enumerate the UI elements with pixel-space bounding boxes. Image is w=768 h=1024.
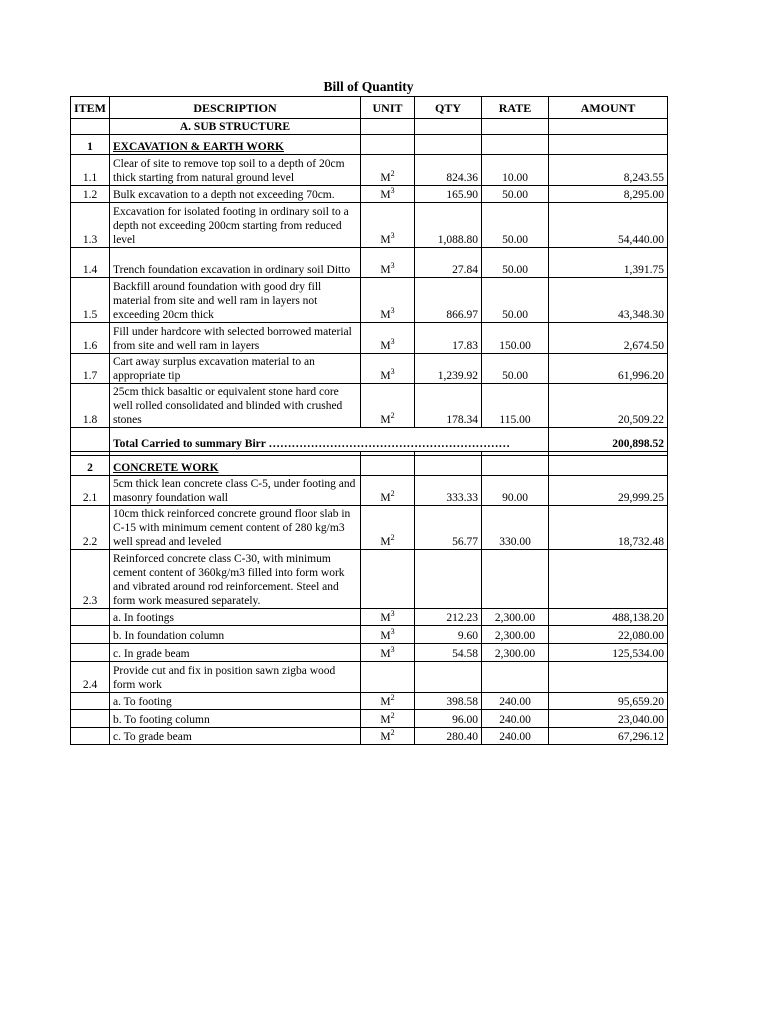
table-row xyxy=(71,644,668,662)
unit-exponent: 3 xyxy=(390,186,395,196)
unit-symbol: M xyxy=(380,630,391,642)
unit-exponent: 2 xyxy=(390,728,395,738)
table-row xyxy=(71,609,668,626)
item-amount: 22,080.00 xyxy=(549,626,668,644)
sub-structure-row xyxy=(71,119,668,135)
unit-symbol: M xyxy=(380,172,391,184)
item-unit xyxy=(361,323,415,354)
item-unit xyxy=(361,248,415,278)
unit-exponent: 3 xyxy=(390,367,395,377)
unit-symbol: M xyxy=(380,370,391,382)
table-row xyxy=(71,354,668,384)
unit-exponent: 3 xyxy=(390,337,395,347)
item-number: 1.1 xyxy=(71,155,110,186)
item-qty: 9.60 xyxy=(415,626,482,644)
item-unit xyxy=(361,155,415,186)
item-rate: 330.00 xyxy=(482,506,549,550)
unit-symbol: M xyxy=(380,189,391,201)
item-description: a. In footings xyxy=(110,609,361,626)
sub-structure-heading: A. SUB STRUCTURE xyxy=(110,119,361,135)
item-number: 2.2 xyxy=(71,506,110,550)
unit-exponent: 2 xyxy=(390,489,395,499)
item-qty: 27.84 xyxy=(415,248,482,278)
unit-exponent: 2 xyxy=(390,411,395,421)
item-number: 2.4 xyxy=(71,662,110,693)
section-number: 1 xyxy=(71,135,110,155)
total-row xyxy=(71,428,668,452)
item-description: b. In foundation column xyxy=(110,626,361,644)
section-header-row xyxy=(71,456,668,476)
item-qty: 398.58 xyxy=(415,693,482,710)
table-row xyxy=(71,384,668,428)
table-row xyxy=(71,155,668,186)
item-qty: 1,088.80 xyxy=(415,203,482,248)
item-rate: 90.00 xyxy=(482,476,549,506)
item-unit xyxy=(361,710,415,728)
item-amount: 8,295.00 xyxy=(549,186,668,203)
item-rate: 150.00 xyxy=(482,323,549,354)
item-amount: 1,391.75 xyxy=(549,248,668,278)
unit-exponent: 3 xyxy=(390,609,395,619)
item-unit xyxy=(361,384,415,428)
unit-exponent: 3 xyxy=(390,645,395,655)
item-unit xyxy=(361,626,415,644)
item-amount xyxy=(549,550,668,609)
empty-cell xyxy=(361,135,415,155)
item-description: c. To grade beam xyxy=(110,728,361,745)
item-header: ITEM xyxy=(71,97,110,119)
section-number: 2 xyxy=(71,456,110,476)
table-row xyxy=(71,662,668,693)
unit-exponent: 2 xyxy=(390,533,395,543)
item-amount: 43,348.30 xyxy=(549,278,668,323)
item-qty: 54.58 xyxy=(415,644,482,662)
item-qty: 824.36 xyxy=(415,155,482,186)
item-number: 1.3 xyxy=(71,203,110,248)
item-description: a. To footing xyxy=(110,693,361,710)
item-number: 2.1 xyxy=(71,476,110,506)
empty-cell xyxy=(482,456,549,476)
item-rate: 240.00 xyxy=(482,710,549,728)
unit-exponent: 3 xyxy=(390,627,395,637)
item-unit xyxy=(361,476,415,506)
item-description: Reinforced concrete class C-30, with minimum cement content of 360kg/m3 filled into form work and vibrated around rod reinforcement. Steel and form work measured separately. xyxy=(110,550,361,609)
unit-symbol: M xyxy=(380,714,391,726)
item-qty: 333.33 xyxy=(415,476,482,506)
unit-symbol: M xyxy=(380,234,391,246)
total-label: Total Carried to summary Birr ……………………………………………………… xyxy=(110,428,549,452)
item-amount: 23,040.00 xyxy=(549,710,668,728)
item-description: 25cm thick basaltic or equivalent stone hard core well rolled consolidated and blinded with crushed stones xyxy=(110,384,361,428)
section-title: CONCRETE WORK xyxy=(110,456,361,476)
unit-symbol: M xyxy=(380,492,391,504)
item-description: Excavation for isolated footing in ordinary soil to a depth not exceeding 200cm starting from reduced level xyxy=(110,203,361,248)
item-rate: 50.00 xyxy=(482,203,549,248)
empty-cell xyxy=(549,135,668,155)
empty-cell xyxy=(71,428,110,452)
item-number xyxy=(71,609,110,626)
item-rate xyxy=(482,550,549,609)
item-amount: 8,243.55 xyxy=(549,155,668,186)
item-number xyxy=(71,728,110,745)
item-amount: 18,732.48 xyxy=(549,506,668,550)
unit-symbol: M xyxy=(380,340,391,352)
item-qty: 280.40 xyxy=(415,728,482,745)
table-row xyxy=(71,506,668,550)
item-unit xyxy=(361,354,415,384)
item-unit xyxy=(361,203,415,248)
item-rate: 50.00 xyxy=(482,186,549,203)
header-row xyxy=(71,97,668,119)
item-qty xyxy=(415,550,482,609)
unit-exponent: 3 xyxy=(390,306,395,316)
empty-cell xyxy=(549,456,668,476)
empty-cell xyxy=(415,456,482,476)
item-amount xyxy=(549,662,668,693)
unit-symbol: M xyxy=(380,264,391,276)
item-description: 5cm thick lean concrete class C-5, under footing and masonry foundation wall xyxy=(110,476,361,506)
item-number: 1.6 xyxy=(71,323,110,354)
item-unit xyxy=(361,644,415,662)
item-rate: 240.00 xyxy=(482,728,549,745)
section-title: EXCAVATION & EARTH WORK xyxy=(110,135,361,155)
item-amount: 20,509.22 xyxy=(549,384,668,428)
item-description: 10cm thick reinforced concrete ground floor slab in C-15 with minimum cement content of 280 kg/m3 well spread and leveled xyxy=(110,506,361,550)
unit-exponent: 2 xyxy=(390,711,395,721)
item-qty: 178.34 xyxy=(415,384,482,428)
item-rate: 2,300.00 xyxy=(482,609,549,626)
item-amount: 2,674.50 xyxy=(549,323,668,354)
item-qty xyxy=(415,662,482,693)
item-amount: 95,659.20 xyxy=(549,693,668,710)
item-description: b. To footing column xyxy=(110,710,361,728)
item-unit xyxy=(361,278,415,323)
qty-header: QTY xyxy=(415,97,482,119)
item-rate: 2,300.00 xyxy=(482,626,549,644)
item-number: 1.7 xyxy=(71,354,110,384)
item-amount: 61,996.20 xyxy=(549,354,668,384)
unit-exponent: 2 xyxy=(390,693,395,703)
total-amount: 200,898.52 xyxy=(549,428,668,452)
table-row xyxy=(71,248,668,278)
table-row xyxy=(71,323,668,354)
item-description: Trench foundation excavation in ordinary soil Ditto xyxy=(110,248,361,278)
unit-header: UNIT xyxy=(361,97,415,119)
empty-cell xyxy=(415,135,482,155)
item-description: Fill under hardcore with selected borrowed material from site and well ram in layers xyxy=(110,323,361,354)
table-row xyxy=(71,203,668,248)
item-rate: 115.00 xyxy=(482,384,549,428)
unit-exponent: 3 xyxy=(390,231,395,241)
item-unit xyxy=(361,550,415,609)
document-title: Bill of Quantity xyxy=(323,79,414,94)
rate-header: RATE xyxy=(482,97,549,119)
item-rate: 50.00 xyxy=(482,248,549,278)
item-qty: 96.00 xyxy=(415,710,482,728)
table-row xyxy=(71,710,668,728)
item-amount: 54,440.00 xyxy=(549,203,668,248)
item-number xyxy=(71,710,110,728)
table-row xyxy=(71,728,668,745)
unit-symbol: M xyxy=(380,536,391,548)
item-number xyxy=(71,693,110,710)
bill-of-quantity-table xyxy=(70,96,668,745)
item-rate: 240.00 xyxy=(482,693,549,710)
item-unit xyxy=(361,728,415,745)
table-row xyxy=(71,278,668,323)
item-number: 1.2 xyxy=(71,186,110,203)
unit-exponent: 3 xyxy=(390,261,395,271)
item-unit xyxy=(361,609,415,626)
unit-symbol: M xyxy=(380,696,391,708)
item-rate: 2,300.00 xyxy=(482,644,549,662)
empty-cell xyxy=(361,456,415,476)
item-qty: 165.90 xyxy=(415,186,482,203)
table-row xyxy=(71,186,668,203)
unit-symbol: M xyxy=(380,648,391,660)
unit-exponent: 2 xyxy=(390,169,395,179)
item-amount: 125,534.00 xyxy=(549,644,668,662)
item-amount: 488,138.20 xyxy=(549,609,668,626)
section-header-row xyxy=(71,135,668,155)
item-qty: 1,239.92 xyxy=(415,354,482,384)
unit-symbol: M xyxy=(380,612,391,624)
item-number: 1.5 xyxy=(71,278,110,323)
item-number: 1.4 xyxy=(71,248,110,278)
amount-header: AMOUNT xyxy=(549,97,668,119)
item-description: Cart away surplus excavation material to an appropriate tip xyxy=(110,354,361,384)
item-number xyxy=(71,644,110,662)
item-unit xyxy=(361,506,415,550)
item-unit xyxy=(361,662,415,693)
unit-symbol: M xyxy=(380,731,391,743)
description-header: DESCRIPTION xyxy=(110,97,361,119)
unit-symbol: M xyxy=(380,414,391,426)
item-qty: 212.23 xyxy=(415,609,482,626)
item-description: Provide cut and fix in position sawn zigba wood form work xyxy=(110,662,361,693)
item-rate xyxy=(482,662,549,693)
item-qty: 56.77 xyxy=(415,506,482,550)
table-row xyxy=(71,550,668,609)
item-number xyxy=(71,626,110,644)
item-unit xyxy=(361,693,415,710)
item-qty: 17.83 xyxy=(415,323,482,354)
item-unit xyxy=(361,186,415,203)
empty-cell xyxy=(482,135,549,155)
item-rate: 10.00 xyxy=(482,155,549,186)
table-row xyxy=(71,693,668,710)
item-amount: 29,999.25 xyxy=(549,476,668,506)
table-row xyxy=(71,476,668,506)
item-description: Backfill around foundation with good dry fill material from site and well ram in layers not exceeding 20cm thick xyxy=(110,278,361,323)
item-description: Clear of site to remove top soil to a depth of 20cm thick starting from natural ground level xyxy=(110,155,361,186)
item-qty: 866.97 xyxy=(415,278,482,323)
item-rate: 50.00 xyxy=(482,354,549,384)
item-description: Bulk excavation to a depth not exceeding 70cm. xyxy=(110,186,361,203)
unit-symbol: M xyxy=(380,309,391,321)
item-number: 2.3 xyxy=(71,550,110,609)
item-rate: 50.00 xyxy=(482,278,549,323)
item-description: c. In grade beam xyxy=(110,644,361,662)
item-number: 1.8 xyxy=(71,384,110,428)
item-amount: 67,296.12 xyxy=(549,728,668,745)
table-row xyxy=(71,626,668,644)
